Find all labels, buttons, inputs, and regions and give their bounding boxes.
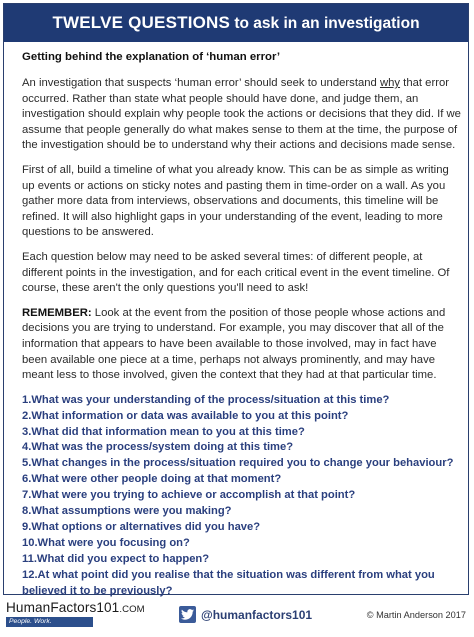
paragraph-intro-a: An investigation that suspects ‘human error’ should seek to understand bbox=[22, 77, 380, 89]
question-item: 3.What did that information mean to you at this time? bbox=[22, 425, 305, 438]
twitter-bird-icon bbox=[179, 606, 196, 623]
question-item: 4.What was the process/system doing at this time? bbox=[22, 441, 294, 454]
document-body bbox=[17, 51, 463, 599]
question-item: 8.What assumptions were you making? bbox=[22, 505, 232, 518]
paragraph-intro bbox=[22, 76, 463, 154]
question-item: 5.What changes in the process/situation required you to change your behaviour? bbox=[22, 457, 454, 470]
remember-label: REMEMBER: bbox=[22, 306, 92, 319]
question-item: 2.What information or data was available to you at this point? bbox=[22, 409, 349, 422]
logo-wordmark bbox=[6, 600, 145, 615]
paragraph-intro-b: that error occurred. Rather than state what people should have done, and judge them, an investigation should explain why people took the actions or decisions that they did. If we assume that people generally do what makes sense to them at the time, the purpose of the investigation should be to understand why their actions and decisions made sense. bbox=[22, 77, 461, 152]
question-item: 11.What did you expect to happen? bbox=[22, 552, 210, 565]
subtitle: Getting behind the explanation of ‘human error’ bbox=[22, 51, 280, 63]
question-list bbox=[22, 393, 463, 600]
footer bbox=[0, 600, 474, 635]
question-item: 10.What were you focusing on? bbox=[22, 536, 190, 549]
paragraph-remember bbox=[22, 306, 463, 384]
title-main: TWELVE QUESTIONS bbox=[52, 13, 231, 32]
title-banner bbox=[4, 4, 468, 42]
humanfactors101-logo[interactable] bbox=[6, 600, 145, 635]
title-rest: to ask in an investigation bbox=[230, 15, 420, 32]
document-frame bbox=[3, 3, 469, 595]
twitter-handle: @humanfactors101 bbox=[201, 607, 313, 622]
twitter-link[interactable] bbox=[179, 606, 312, 623]
copyright-notice: © Martin Anderson 2017 bbox=[366, 610, 466, 620]
question-item: 9.What options or alternatives did you have? bbox=[22, 520, 261, 533]
question-item: 6.What were other people doing at that moment? bbox=[22, 473, 282, 486]
logo-tagline: People. Work. Organisations bbox=[6, 617, 93, 627]
remember-text: Look at the event from the position of those people whose actions and decisions you are trying to understand. For example, you may discover that all of the information that appears to have been available to those involved, may in fact have been available one piece at a time, perhaps not always prominently, and may have meant less to those involved, given the context that they had at that particular time. bbox=[22, 306, 446, 382]
paragraph-questions-note: Each question below may need to be asked several times: of different people, at different points in the investigation, and for each critical event in the event timeline. Of course, these aren't the only questions you'll need to ask! bbox=[22, 250, 450, 295]
question-item: 1.What was your understanding of the process/situation at this time? bbox=[22, 393, 390, 406]
question-item: 7.What were you trying to achieve or accomplish at that point? bbox=[22, 489, 356, 502]
paragraph-timeline: First of all, build a timeline of what you already know. This can be as simple as writing up events or actions on sticky notes and pasting them in time-order on a wall. As you gather more data from interviews, observations and documents, this timeline will be refined. It will also highlight gaps in your understanding of the event, leading to more questions to be answered. bbox=[22, 163, 449, 239]
emphasis-why: why bbox=[379, 77, 401, 89]
logo-name: HumanFactors101 bbox=[6, 600, 120, 615]
question-item: 12.At what point did you realise that the situation was different from what you believed it to be previously? bbox=[22, 568, 435, 597]
logo-suffix: .COM bbox=[119, 604, 145, 615]
